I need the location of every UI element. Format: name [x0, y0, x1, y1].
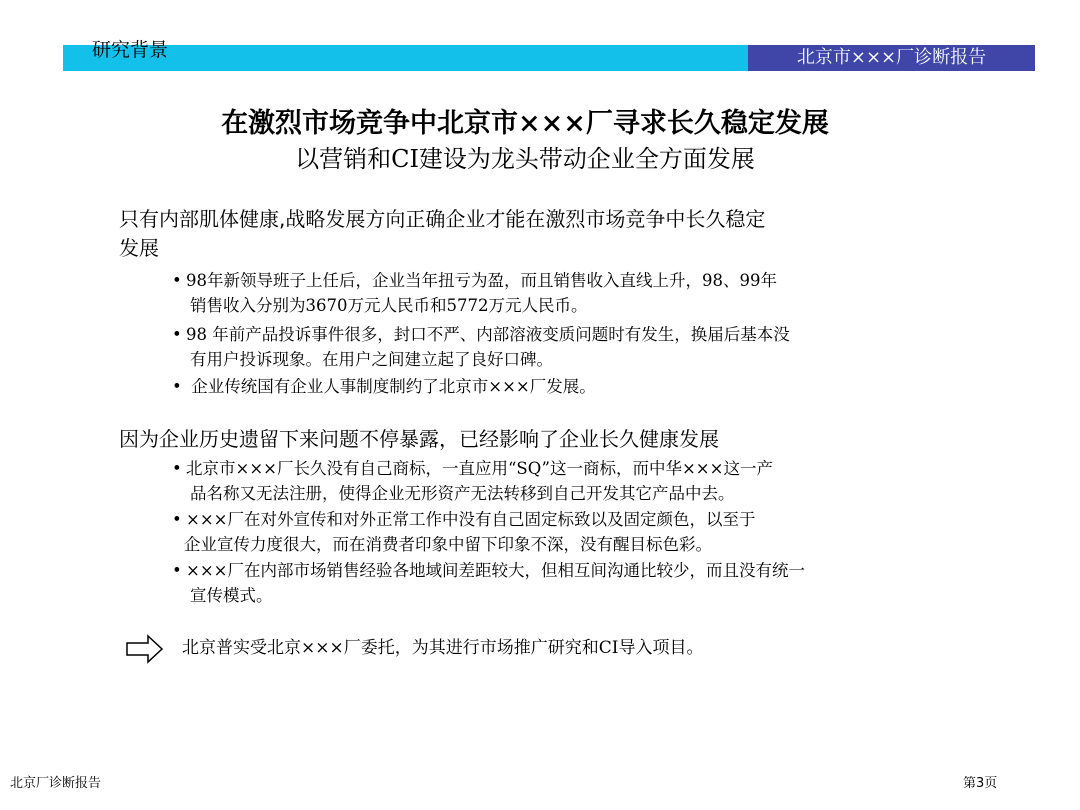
conclusion-text: 北京普实受北京×××厂委托，为其进行市场推广研究和CI导入项目。 — [182, 638, 704, 658]
section1-lead-line2: 发展 — [119, 236, 159, 260]
bullet-dot-icon: • — [172, 561, 182, 580]
bullet-dot-icon: • — [172, 510, 182, 529]
bullet-dot-icon: • — [172, 377, 182, 396]
bullet-text: 98 年前产品投诉事件很多，封口不严、内部溶液变质问题时有发生，换届后基本没 — [186, 325, 790, 344]
bullet-text: 有用户投诉现象。在用户之间建立起了良好口碑。 — [190, 350, 553, 369]
bullet-dot-icon: • — [172, 325, 182, 344]
bullet-dot-icon: • — [172, 271, 182, 290]
section2-bullet-3 — [172, 558, 972, 608]
bullet-text: ×××厂在对外宣传和对外正常工作中没有自己固定标致以及固定颜色，以至于 — [186, 510, 756, 529]
bullet-text: 98年新领导班子上任后，企业当年扭亏为盈，而且销售收入直线上升，98、99年 — [186, 271, 777, 290]
bullet-text: 企业传统国有企业人事制度制约了北京市×××厂发展。 — [186, 377, 596, 396]
section1-bullet-3 — [172, 374, 972, 399]
section1-bullet-1 — [172, 268, 972, 318]
bullet-text: 销售收入分别为3670万元人民币和5772万元人民币。 — [190, 296, 588, 315]
section1-lead — [119, 205, 919, 263]
report-title-banner: 北京市×××厂诊断报告 — [748, 45, 1035, 71]
bullet-text: ×××厂在内部市场销售经验各地域间差距较大，但相互间沟通比较少，而且没有统一 — [186, 561, 805, 580]
right-arrow-icon — [126, 634, 164, 664]
section1-lead-line1: 只有内部肌体健康,战略发展方向正确企业才能在激烈市场竞争中长久稳定 — [119, 207, 766, 231]
footer-title: 北京厂诊断报告 — [10, 776, 102, 791]
page-number: 第3页 — [963, 776, 998, 791]
bullet-text: 北京市×××厂长久没有自己商标，一直应用“SQ”这一商标，而中华×××这一产 — [186, 459, 773, 478]
section1-bullet-2 — [172, 322, 972, 372]
page-title: 在激烈市场竞争中北京市×××厂寻求长久稳定发展 — [221, 108, 829, 139]
bullet-dot-icon: • — [172, 459, 182, 478]
bullet-text: 品名称又无法注册，使得企业无形资产无法转移到自己开发其它产品中去。 — [190, 484, 735, 503]
section2-lead: 因为企业历史遗留下来问题不停暴露，已经影响了企业长久健康发展 — [119, 427, 719, 451]
section-label: 研究背景 — [92, 39, 169, 61]
bullet-text: 宣传模式。 — [190, 586, 273, 605]
section2-bullet-1 — [172, 456, 972, 506]
section2-bullet-2 — [172, 507, 972, 557]
bullet-text: 企业宣传力度很大，而在消费者印象中留下印象不深，没有醒目标色彩。 — [184, 535, 712, 554]
page-subtitle: 以营销和CI建设为龙头带动企业全方面发展 — [295, 145, 755, 173]
